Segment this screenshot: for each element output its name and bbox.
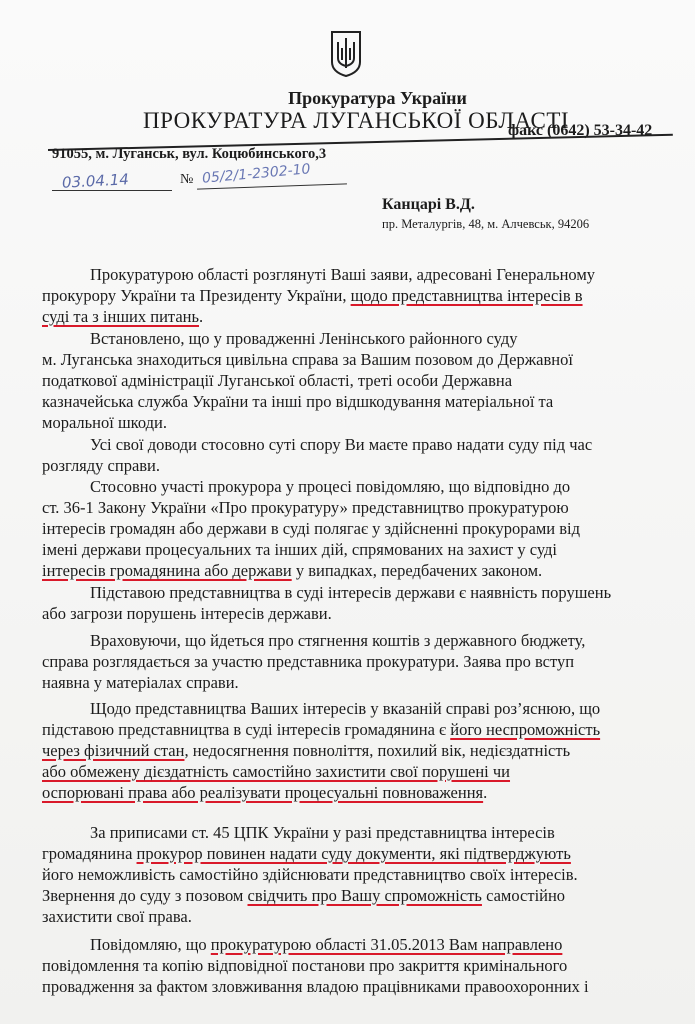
date-underline: [52, 190, 172, 191]
paragraph-6: [42, 630, 680, 693]
text-line: [42, 885, 680, 906]
underlined-text: його неспроможність: [450, 720, 601, 739]
text-line: Усі свої доводи стосовно суті спору Ви маєте право надати суду під час: [90, 435, 593, 454]
text-line: [42, 285, 680, 306]
addressee-address: пр. Металургів, 48, м. Алчевськ, 94206: [382, 217, 590, 231]
text-line: справа розглядається за участю представника прокуратури. Заява про вступ: [42, 652, 575, 671]
registration-date: 03.04.14: [61, 170, 130, 192]
text-line: [42, 740, 680, 761]
underlined-text: прокуратурою області 31.05.2013 Вам направлено: [210, 935, 563, 954]
text-span: Повідомляю, що: [90, 935, 211, 954]
underlined-text: суді та з інших питань: [42, 307, 199, 326]
text-line: Враховуючи, що йдеться про стягнення коштів з державного бюджету,: [90, 631, 586, 650]
text-line: [42, 934, 680, 955]
text-line: м. Луганська знаходиться цивільна справа за Вашим позовом до Державної: [42, 350, 573, 369]
text-line: моральної шкоди.: [42, 413, 167, 432]
text-span: , недосягнення повноліття, похилий вік, недієздатність: [184, 741, 571, 760]
text-line: Стосовно участі прокурора у процесі повідомляю, що відповідно до: [90, 477, 571, 496]
text-line: інтересів громадян або держави в суді полягає у здійсненні прокурорами від: [42, 519, 581, 538]
agency-address: 91055, м. Луганськ, вул. Коцюбинського,3: [52, 146, 327, 162]
text-line: або загрози порушень інтересів держави.: [42, 604, 332, 623]
addressee-name: Канцарі В.Д.: [382, 196, 475, 213]
text-line: повідомлення та копію відповідної постанови про закриття кримінального: [42, 956, 568, 975]
registration-number: 05/2/1-2302-10: [201, 161, 312, 187]
text-span: .: [199, 307, 204, 326]
paragraph-3: [42, 434, 680, 476]
text-line: [42, 843, 680, 864]
text-line: [42, 306, 680, 327]
text-line: Підставою представництва в суді інтересів держави є наявність порушень: [90, 583, 612, 602]
underlined-text: або обмежену дієздатність самостійно захистити свої порушені чи: [42, 762, 511, 781]
text-line: провадження за фактом зловживання владою працівниками правоохоронних і: [42, 977, 589, 996]
underlined-text: інтересів громадянина або держави: [42, 561, 292, 580]
fax-number: факс (0642) 53-34-42: [508, 122, 653, 139]
text-line: Прокуратурою області розглянуті Ваші заяви, адресовані Генеральному: [90, 265, 596, 284]
text-line: розгляду справи.: [42, 456, 161, 475]
text-line: казначейська служба України та інші про відшкодування матеріальної та: [42, 392, 554, 411]
underlined-text: через фізичний стан: [42, 741, 185, 760]
registration-field: [52, 161, 352, 196]
number-label: №: [180, 172, 194, 187]
agency-line1: Прокуратура України: [288, 88, 467, 108]
paragraph-9: [42, 934, 680, 997]
text-span: .: [483, 783, 488, 802]
text-span: Звернення до суду з позовом: [42, 886, 248, 905]
text-line: За приписами ст. 45 ЦПК України у разі представництва інтересів: [90, 823, 555, 842]
text-line: Щодо представництва Ваших інтересів у вказаній справі роз’яснюю, що: [90, 699, 601, 718]
underlined-text: щодо представництва інтересів в: [350, 286, 583, 305]
text-line: захистити свої права.: [42, 907, 192, 926]
paragraph-4: [42, 476, 680, 581]
text-line: [42, 761, 680, 782]
text-line: імені держави процесуальних та інших дій, спрямованих на захист у суді: [42, 540, 558, 559]
text-span: громадянина: [42, 844, 137, 863]
text-line: податкової адміністрації Луганської області, треті особи Державна: [42, 371, 513, 390]
text-line: ст. 36-1 Закону України «Про прокуратуру» представництво прокуратурою: [42, 498, 569, 517]
trident-emblem-icon: [328, 28, 364, 78]
text-span: самостійно: [481, 886, 566, 905]
underlined-text: прокурор повинен надати суду документи, які підтверджують: [136, 844, 571, 863]
text-span: прокурору України та Президенту України,: [42, 286, 351, 305]
text-line: [42, 560, 680, 581]
text-line: [42, 719, 680, 740]
text-line: його неможливість самостійно здійснювати представництво своїх інтересів.: [42, 865, 578, 884]
paragraph-2: [42, 328, 680, 433]
text-span: у випадках, передбачених законом.: [291, 561, 543, 580]
underlined-text: свідчить про Вашу спроможність: [247, 886, 482, 905]
paragraph-7: [42, 698, 680, 803]
text-line: Встановлено, що у провадженні Ленінського районного суду: [90, 329, 518, 348]
agency-line2: ПРОКУРАТУРА ЛУГАНСЬКОЇ ОБЛАСТІ: [143, 108, 570, 133]
paragraph-8: [42, 822, 680, 927]
text-line: наявна у матеріалах справи.: [42, 673, 239, 692]
underlined-text: оспорювані права або реалізувати процесуальні повноваження: [42, 783, 484, 802]
text-line: [42, 782, 680, 803]
paragraph-1: [42, 264, 680, 327]
paragraph-5: [42, 582, 680, 624]
text-span: підставою представництва в суді інтересів громадянина є: [42, 720, 451, 739]
